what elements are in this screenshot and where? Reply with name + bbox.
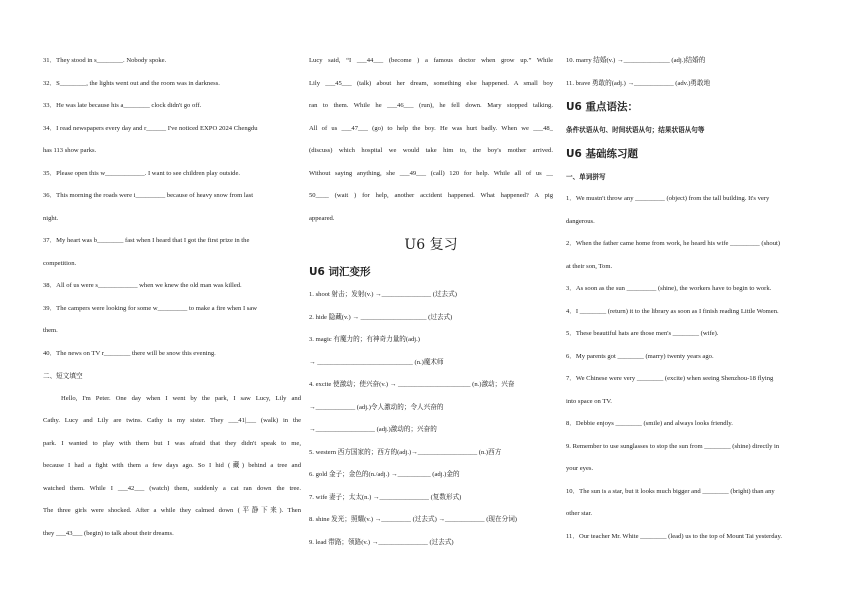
vocab-item: 11. brave 勇敢的(adj.) →____________ (adv.)勇敢地 bbox=[566, 79, 711, 87]
right-column bbox=[566, 50, 818, 548]
practice-question-2: 2．When the father came home from work, he heard his wife _________ (shout) bbox=[566, 240, 781, 247]
practice-question-4: 4．I ________ (return) it to the library as soon as I finish reading Little Women. bbox=[566, 307, 779, 315]
question-37-cont: competition. bbox=[43, 259, 77, 267]
left-column bbox=[43, 50, 301, 545]
passage-line: because I had a fight with them a few days ago. So I hid (藏) behind a tree and bbox=[43, 462, 301, 469]
vocab-item: 10. marry 结婚(v.) →______________ (adj.)结婚的 bbox=[566, 57, 706, 64]
question-34: 34．I read newspapers every day and r______ I've noticed EXPO 2024 Chengdu bbox=[43, 124, 258, 132]
practice-question-2-cont: at their son, Tom. bbox=[566, 262, 613, 270]
practice-question-7: 7．We Chinese were very ________ (excite) when seeing Shenzhou-18 flying bbox=[566, 375, 774, 382]
vocab-item: →__________________ (adj.)激动的；兴奋的 bbox=[309, 426, 437, 433]
passage-line: Cathy. Lucy and Lily are twins. Cathy is my sister. They ___41|___ (walk) in the bbox=[43, 417, 301, 424]
passage-line: (discuss) which hospital we would take him to, the boy's mother arrived. bbox=[309, 147, 553, 154]
section-heading-passage: 二、短文填空 bbox=[43, 372, 83, 380]
vocab-title: U6 词汇变形 bbox=[309, 266, 371, 278]
passage-line: appeared. bbox=[309, 214, 335, 222]
grammar-text: 条件状语从句、时间状语从句；结果状语从句等 bbox=[566, 126, 705, 134]
question-33: 33．He was late because his a________ clock didn't go off. bbox=[43, 102, 202, 109]
review-title: U6 复习 bbox=[404, 237, 458, 253]
practice-question-6: 6．My parents got ________ (marry) twenty years ago. bbox=[566, 352, 714, 360]
passage-line: park. I wanted to play with them but I was afraid that they didn't speak to me, bbox=[43, 439, 301, 447]
passage-line: Without saying anything, she ___49___ (call) 120 for help. While all of us __ bbox=[309, 169, 553, 177]
vocab-item: 9. lead 带路；领路(v.) →_______________ (过去式) bbox=[309, 538, 454, 546]
practice-question-7-cont: into space on TV. bbox=[566, 397, 612, 405]
vocab-item: 3. magic 有魔力的；有神奇力量的(adj.) bbox=[309, 336, 420, 343]
question-35: 35．Please open this w____________. I want to see children play outside. bbox=[43, 169, 241, 177]
vocab-item: 1. shoot 射击；发射(v.) →_______________ (过去式) bbox=[309, 291, 457, 298]
passage-line: Lucy said, “I ___44___ (become ) a famous doctor when grow up.” While bbox=[309, 57, 553, 64]
question-39: 39．The campers were looking for some w_________ to make a fire when I saw bbox=[43, 304, 258, 312]
question-38: 38．All of us were s____________ when we knew the old man was killed. bbox=[43, 282, 242, 289]
vocab-item: 6. gold 金子；金色的(n./adj.) →__________ (adj.)金的 bbox=[309, 471, 460, 478]
vocab-item: 4. excite 使激动；使兴奋(v.) → ______________________ (n.)激动；兴奋 bbox=[309, 381, 515, 388]
question-36-cont: night. bbox=[43, 214, 59, 222]
practice-question-10-cont: other star. bbox=[566, 510, 593, 517]
question-36: 36．This morning the roads were i_________ because of heavy snow from last bbox=[43, 192, 254, 199]
passage-line: ran to them. While he ___46___ (run), he fell down. Mary stopped talking. bbox=[309, 102, 553, 109]
practice-section-heading: 一、单词拼写 bbox=[566, 172, 606, 181]
question-40: 40．The news on TV r________ there will be snow this evening. bbox=[43, 349, 216, 357]
vocab-item: 8. shine 发光；照耀(v.) →_________ (过去式) →____________ (现在分词) bbox=[309, 516, 517, 523]
practice-question-1: 1．We mustn't throw any _________ (object) from the tall building. It's very bbox=[566, 195, 770, 202]
passage-line: Lily ___45___ (talk) about her dream, something else happened. A small boy bbox=[309, 79, 553, 87]
vocab-item: 5. western 西方国家的；西方的(adj.)→__________________ (n.)西方 bbox=[309, 448, 502, 456]
question-32: 32．S________, the lights went out and the room was in darkness. bbox=[43, 79, 220, 87]
vocab-item: 2. hide 隐藏(v.) → ____________________ (过去式) bbox=[309, 313, 453, 321]
passage-line: All of us ___47___ (go) to help the boy. He was hurt badly. When we ___48_ bbox=[309, 124, 553, 132]
passage-line: they ___43___ (begin) to talk about their dreams. bbox=[43, 529, 174, 537]
practice-question-8: 8．Debbie enjoys ________ (smile) and always looks friendly. bbox=[566, 420, 733, 427]
practice-question-10: 10．The sun is a star, but it looks much bigger and ________ (bright) than any bbox=[566, 487, 775, 495]
practice-question-5: 5．These beautiful hats are those men's ________ (wife). bbox=[566, 330, 719, 337]
practice-question-9-cont: your eyes. bbox=[566, 465, 594, 472]
passage-line: Hello, I'm Peter. One day when I went by the park, I saw Lucy, Lily and bbox=[61, 394, 301, 402]
practice-question-9: 9. Remember to use sunglasses to stop the sun from ________ (shine) directly in bbox=[566, 442, 780, 450]
practice-question-11: 11．Our teacher Mr. White ________ (lead) us to the top of Mount Tai yesterday. bbox=[566, 532, 782, 540]
practice-question-3: 3．As soon as the sun _________ (shine), the workers have to begin to work. bbox=[566, 285, 772, 292]
question-31: 31．They stood in s________. Nobody spoke. bbox=[43, 57, 167, 64]
question-37: 37．My heart was b________ fast when I heard that I got the first prize in the bbox=[43, 237, 250, 244]
passage-line: 50____ (wait ) for help, another accident happened. What happened? A pig bbox=[309, 192, 553, 199]
grammar-title: U6 重点语法： bbox=[566, 101, 638, 113]
vocab-item: 7. wife 妻子；太太(n.) →_______________ (复数形式) bbox=[309, 493, 462, 501]
question-39-cont: them. bbox=[43, 327, 58, 334]
vocab-item: → _____________________________ (n.)魔术师 bbox=[309, 358, 444, 366]
question-34-cont: has 113 show parks. bbox=[43, 147, 97, 154]
middle-column bbox=[309, 50, 553, 554]
practice-title: U6 基础练习题 bbox=[566, 147, 638, 160]
passage-line: The three girls were shocked. After a while they calmed down (平静下来). Then bbox=[43, 507, 301, 514]
passage-line: watched them. While I ___42___ (watch) them, suddenly a cat ran down the tree. bbox=[43, 484, 301, 492]
vocab-item: →____________ (adj.)令人激动的；令人兴奋的 bbox=[309, 403, 444, 411]
practice-question-1-cont: dangerous. bbox=[566, 217, 595, 225]
